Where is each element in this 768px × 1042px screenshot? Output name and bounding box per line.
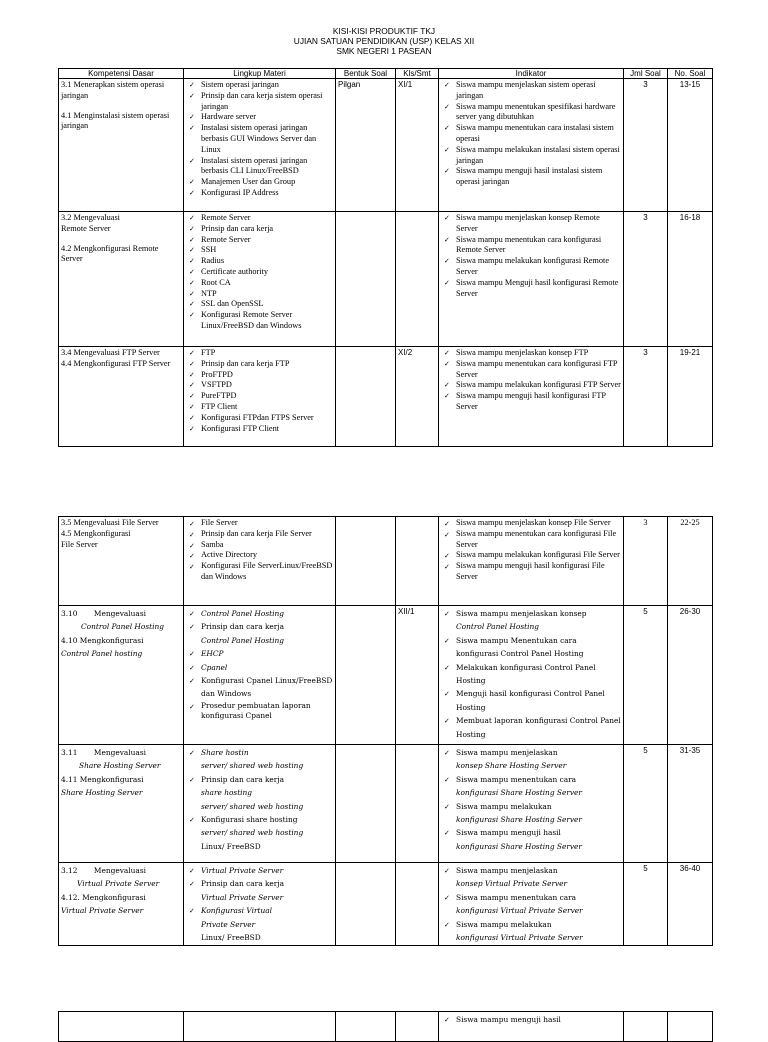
- col-bentuk-soal: Bentuk Soal: [336, 69, 396, 79]
- list-item: ✓ Sistem operasi jaringan: [186, 80, 333, 91]
- kd-text: Control Panel hosting: [61, 649, 143, 659]
- list-item: ✓ Prosedur pembuatan laporan konfigurasi Cpanel: [186, 701, 333, 721]
- no-cell: 13-15: [668, 79, 713, 212]
- no-cell: [668, 1012, 713, 1042]
- kls-cell: [396, 212, 439, 347]
- list-item: ✓ Cpanel: [186, 661, 333, 674]
- kd-text: 3.12 Mengevaluasi: [61, 866, 146, 875]
- list-item: ✓ Siswa mampu menentukan spesifikasi hardware server yang dibutuhkan: [441, 102, 621, 124]
- kd-text: 3.1 Menerapkan sistem operasi jaringan: [61, 80, 165, 100]
- list-item: ✓ Siswa mampu melakukan konfigurasi Virtual Private Server: [441, 918, 621, 945]
- jml-cell: 3: [624, 79, 668, 212]
- kd-text: 3.10 Mengevaluasi: [61, 609, 146, 618]
- col-lingkup-materi: Lingkup Materi: [184, 69, 336, 79]
- kd-text: Share Hosting Server: [61, 788, 143, 798]
- col-kompetensi-dasar: Kompetensi Dasar: [59, 69, 184, 79]
- list-item: ✓ Siswa mampu menjelaskan konsep Share Hosting Server: [441, 746, 621, 773]
- materi-cell: [184, 517, 336, 606]
- kd-text: Virtual Private Server: [61, 906, 144, 916]
- list-item: ✓ Prinsip dan cara kerja File Server: [186, 529, 333, 540]
- list-item: ✓ Certificate authority: [186, 267, 333, 278]
- materi-cell: [184, 745, 336, 863]
- list-item: ✓ Konfigurasi Cpanel Linux/FreeBSD dan Windows: [186, 674, 333, 701]
- bentuk-cell: [336, 745, 396, 863]
- bentuk-cell: [336, 517, 396, 606]
- kd-text: 3.5 Mengevaluasi File Server: [61, 518, 159, 527]
- list-item: ✓ SSH: [186, 245, 333, 256]
- list-item: ✓ Siswa mampu menguji hasil: [441, 1013, 621, 1026]
- kd-cell: [59, 863, 184, 946]
- bentuk-cell: [336, 347, 396, 447]
- doc-title: KISI-KISI PRODUKTIF TKJ: [332, 26, 436, 36]
- kd-cell: [59, 606, 184, 745]
- kd-cell: [59, 1012, 184, 1042]
- list-item: ✓ Konfigurasi Remote Server Linux/FreeBSD dan Windows: [186, 310, 333, 332]
- kd-text: 4.1 Menginstalasi sistem operasi jaringan: [61, 110, 170, 131]
- table-row: [59, 347, 713, 447]
- kls-cell: XI/1: [396, 79, 439, 212]
- kd-text: Control Panel Hosting: [81, 622, 164, 632]
- bentuk-cell: [336, 863, 396, 946]
- kd-text: 4.2 Mengkonfigurasi Remote Server: [61, 243, 159, 264]
- indikator-cell: [439, 79, 624, 212]
- list-item: ✓ Siswa mampu melakukan konfigurasi FTP Server: [441, 380, 621, 391]
- jml-cell: 3: [624, 347, 668, 447]
- list-item: ✓ Prinsip dan cara kerja: [186, 224, 333, 235]
- jml-cell: 5: [624, 745, 668, 863]
- kd-text: 4.5 Mengkonfigurasi: [61, 528, 131, 538]
- kd-cell: [59, 347, 184, 447]
- jml-cell: 3: [624, 212, 668, 347]
- materi-cell: [184, 347, 336, 447]
- list-item: ✓ Prinsip dan cara kerja Control Panel Hosting: [186, 620, 333, 647]
- list-item: ✓ Radius: [186, 256, 333, 267]
- kd-text: 4.11 Mengkonfigurasi: [61, 774, 144, 784]
- list-item: ✓ Siswa mampu menguji hasil konfigurasi FTP Server: [441, 391, 621, 413]
- list-item: ✓ Remote Server: [186, 213, 333, 224]
- list-item: ✓ Konfigurasi share hosting server/ shared web hosting Linux/ FreeBSD: [186, 813, 333, 853]
- kls-cell: [396, 863, 439, 946]
- kd-text: Virtual Private Server: [77, 879, 160, 889]
- bentuk-cell: [336, 1012, 396, 1042]
- list-item: ✓ Remote Server: [186, 235, 333, 246]
- list-item: ✓ Siswa mampu menjelaskan konsep FTP: [441, 348, 621, 359]
- materi-cell: [184, 863, 336, 946]
- list-item: ✓ Siswa mampu menentukan cara konfigurasi FTP Server: [441, 359, 621, 381]
- list-item: ✓ PureFTPD: [186, 391, 333, 402]
- kls-cell: [396, 1012, 439, 1042]
- list-item: ✓ Siswa mampu menjelaskan sistem operasi jaringan: [441, 80, 621, 102]
- list-item: ✓ VSFTPD: [186, 380, 333, 391]
- kd-text: 4.12. Mengkonfigurasi: [61, 892, 146, 902]
- kd-text: File Server: [61, 539, 98, 549]
- list-item: ✓ SSL dan OpenSSL: [186, 299, 333, 310]
- jml-cell: 5: [624, 606, 668, 745]
- kd-cell: [59, 79, 184, 212]
- kd-text: Share Hosting Server: [79, 761, 161, 771]
- header-row: [59, 69, 713, 79]
- list-item: ✓ Siswa mampu menguji hasil konfigurasi File Server: [441, 561, 621, 583]
- materi-cell: [184, 79, 336, 212]
- list-item: ✓ Siswa mampu melakukan konfigurasi Remote Server: [441, 256, 621, 278]
- no-cell: 26-30: [668, 606, 713, 745]
- list-item: ✓ ProFTPD: [186, 370, 333, 381]
- materi-cell: [184, 212, 336, 347]
- kisi-table-1: [58, 68, 713, 447]
- list-item: ✓ Samba: [186, 540, 333, 551]
- list-item: ✓ Konfigurasi FTPdan FTPS Server: [186, 413, 333, 424]
- table-row: [59, 517, 713, 606]
- list-item: ✓ Prinsip dan cara kerja FTP: [186, 359, 333, 370]
- list-item: ✓ Membuat laporan konfigurasi Control Panel Hosting: [441, 714, 621, 741]
- jml-cell: 5: [624, 863, 668, 946]
- materi-cell: [184, 606, 336, 745]
- kd-cell: [59, 745, 184, 863]
- kd-text: 3.11 Mengevaluasi: [61, 748, 146, 757]
- col-indikator: Indikator: [439, 69, 624, 79]
- list-item: ✓ Siswa mampu menentukan cara konfigurasi Virtual Private Server: [441, 891, 621, 918]
- list-item: ✓ Siswa mampu Menguji hasil konfigurasi Remote Server: [441, 278, 621, 300]
- jml-cell: [624, 1012, 668, 1042]
- list-item: ✓ Siswa mampu menentukan cara konfigurasi Share Hosting Server: [441, 773, 621, 800]
- list-item: ✓ Root CA: [186, 278, 333, 289]
- list-item: ✓ Siswa mampu menentukan cara instalasi sistem operasi: [441, 123, 621, 145]
- list-item: ✓ Siswa mampu menguji hasil konfigurasi Share Hosting Server: [441, 826, 621, 853]
- list-item: ✓ Hardware server: [186, 112, 333, 123]
- indikator-cell: [439, 1012, 624, 1042]
- no-cell: 19-21: [668, 347, 713, 447]
- kisi-table-2: [58, 516, 713, 946]
- no-cell: 36-40: [668, 863, 713, 946]
- jml-cell: 3: [624, 517, 668, 606]
- list-item: ✓ Siswa mampu melakukan instalasi sistem operasi jaringan: [441, 145, 621, 167]
- indikator-cell: [439, 212, 624, 347]
- list-item: ✓ Siswa mampu menentukan cara konfigurasi File Server: [441, 529, 621, 551]
- indikator-cell: [439, 863, 624, 946]
- col-no-soal: No. Soal: [668, 69, 713, 79]
- table-row: [59, 863, 713, 946]
- col-jml-soal: Jml Soal: [624, 69, 668, 79]
- list-item: ✓ Melakukan konfigurasi Control Panel Hosting: [441, 661, 621, 688]
- list-item: ✓ Siswa mampu melakukan konfigurasi Share Hosting Server: [441, 800, 621, 827]
- bentuk-cell: [336, 212, 396, 347]
- list-item: ✓ Siswa mampu menjelaskan konsep Control Panel Hosting: [441, 607, 621, 634]
- table-row: [59, 212, 713, 347]
- list-item: ✓ Siswa mampu menjelaskan konsep Virtual Private Server: [441, 864, 621, 891]
- list-item: ✓ Siswa mampu menjelaskan konsep Remote Server: [441, 213, 621, 235]
- materi-cell: [184, 1012, 336, 1042]
- list-item: ✓ Konfigurasi IP Address: [186, 188, 333, 199]
- list-item: ✓ Siswa mampu melakukan konfigurasi File Server: [441, 550, 621, 561]
- list-item: ✓ File Server: [186, 518, 333, 529]
- bentuk-cell: Pilgan: [336, 79, 396, 212]
- list-item: ✓ EHCP: [186, 647, 333, 660]
- indikator-cell: [439, 606, 624, 745]
- list-item: ✓ Share hostin server/ shared web hosting: [186, 746, 333, 773]
- list-item: ✓ FTP Client: [186, 402, 333, 413]
- kd-text: 4.4 Mengkonfigurasi FTP Server: [61, 358, 171, 368]
- kls-cell: [396, 517, 439, 606]
- list-item: ✓ Siswa mampu Menentukan cara konfigurasi Control Panel Hosting: [441, 634, 621, 661]
- kd-text: 4.10 Mengkonfigurasi: [61, 635, 144, 645]
- list-item: ✓ Siswa mampu menjelaskan konsep File Server: [441, 518, 621, 529]
- indikator-cell: [439, 517, 624, 606]
- list-item: ✓ Konfigurasi FTP Client: [186, 424, 333, 435]
- table-row: [59, 745, 713, 863]
- kls-cell: [396, 745, 439, 863]
- doc-subtitle: UJIAN SATUAN PENDIDIKAN (USP) KELAS XII: [293, 36, 475, 46]
- col-kls-smt: Kls/Smt: [396, 69, 439, 79]
- list-item: ✓ Menguji hasil konfigurasi Control Panel Hosting: [441, 687, 621, 714]
- bentuk-cell: [336, 606, 396, 745]
- kls-cell: XI/2: [396, 347, 439, 447]
- list-item: ✓ Prinsip dan cara kerja share hosting server/ shared web hosting: [186, 773, 333, 813]
- kisi-table-3: [58, 1011, 713, 1042]
- list-item: ✓ Active Directory: [186, 550, 333, 561]
- table-row: [59, 79, 713, 212]
- list-item: ✓ Siswa mampu menentukan cara konfigurasi Remote Server: [441, 235, 621, 257]
- list-item: ✓ Siswa mampu menguji hasil instalasi sistem operasi jaringan: [441, 166, 621, 188]
- kd-cell: [59, 517, 184, 606]
- list-item: ✓ Konfigurasi File ServerLinux/FreeBSD dan Windows: [186, 561, 333, 583]
- indikator-cell: [439, 347, 624, 447]
- list-item: ✓ Prinsip dan cara kerja sistem operasi jaringan: [186, 91, 333, 113]
- no-cell: 22-25: [668, 517, 713, 606]
- list-item: ✓ FTP: [186, 348, 333, 359]
- no-cell: 16-18: [668, 212, 713, 347]
- list-item: ✓ Manajemen User dan Group: [186, 177, 333, 188]
- indikator-cell: [439, 745, 624, 863]
- kd-cell: [59, 212, 184, 347]
- list-item: ✓ Prinsip dan cara kerja Virtual Private Server: [186, 877, 333, 904]
- table-row: [59, 1012, 713, 1042]
- list-item: ✓ Virtual Private Server: [186, 864, 333, 877]
- list-item: ✓ NTP: [186, 289, 333, 300]
- list-item: ✓ Control Panel Hosting: [186, 607, 333, 620]
- kd-text: 3.2 Mengevaluasi Remote Server: [61, 213, 120, 233]
- kd-text: 3.4 Mengevaluasi FTP Server: [61, 348, 160, 357]
- list-item: ✓ Instalasi sistem operasi jaringan berbasis CLI Linux/FreeBSD: [186, 156, 333, 178]
- school-name: SMK NEGERI 1 PASEAN: [336, 46, 432, 56]
- list-item: ✓ Instalasi sistem operasi jaringan berbasis GUI Windows Server dan Linux: [186, 123, 333, 155]
- list-item: ✓ Konfigurasi Virtual Private Server Linux/ FreeBSD: [186, 904, 333, 944]
- table-row: [59, 606, 713, 745]
- kls-cell: XII/1: [396, 606, 439, 745]
- no-cell: 31-35: [668, 745, 713, 863]
